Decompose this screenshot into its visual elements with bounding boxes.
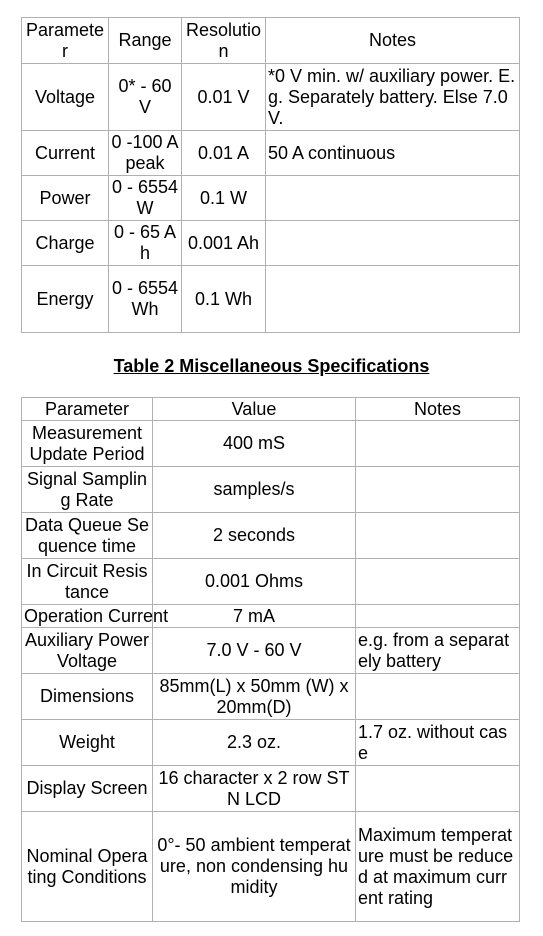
misc-specifications-table (21, 397, 520, 922)
header-notes: Notes (356, 398, 520, 421)
cell-notes (266, 221, 520, 266)
cell-notes (356, 605, 520, 628)
table-row (22, 176, 520, 221)
cell-resolution: 0.1 Wh (182, 266, 266, 333)
cell-resolution: 0.001 Ah (182, 221, 266, 266)
table-row (22, 221, 520, 266)
cell-value: 85mm(L) x 50mm (W) x 20mm(D) (153, 674, 356, 720)
cell-parameter: Display Screen (22, 766, 153, 812)
cell-parameter: Data Queue Sequence time (22, 513, 153, 559)
cell-notes: e.g. from a separately battery (356, 628, 520, 674)
table-row (22, 513, 520, 559)
cell-range: 0 - 6554 Wh (109, 266, 182, 333)
cell-parameter: Measurement Update Period (22, 421, 153, 467)
cell-value: 2 seconds (153, 513, 356, 559)
table-row (22, 766, 520, 812)
table-row (22, 605, 520, 628)
cell-parameter: Operation Current (22, 605, 153, 628)
cell-resolution: 0.01 V (182, 64, 266, 131)
cell-value: samples/s (153, 467, 356, 513)
specifications-table (21, 17, 520, 333)
cell-range: 0 - 6554 W (109, 176, 182, 221)
table-row (22, 64, 520, 131)
cell-parameter: Voltage (22, 64, 109, 131)
header-parameter: Parameter (22, 398, 153, 421)
header-parameter: Paramete r (22, 18, 109, 64)
cell-value: 400 mS (153, 421, 356, 467)
cell-parameter: Energy (22, 266, 109, 333)
cell-notes (356, 421, 520, 467)
cell-parameter: Signal Sampling Rate (22, 467, 153, 513)
cell-notes: *0 V min. w/ auxiliary power. E.g. Separately battery. Else 7.0V. (266, 64, 520, 131)
table-row (22, 812, 520, 922)
cell-notes (356, 467, 520, 513)
cell-range: 0 -100 A peak (109, 131, 182, 176)
cell-resolution: 0.1 W (182, 176, 266, 221)
header-resolution: Resolutio n (182, 18, 266, 64)
cell-notes (356, 513, 520, 559)
table-row (22, 467, 520, 513)
cell-value: 0.001 Ohms (153, 559, 356, 605)
table-caption: Table 2 Miscellaneous Specifications (113, 356, 430, 376)
cell-parameter: Dimensions (22, 674, 153, 720)
cell-parameter: Charge (22, 221, 109, 266)
cell-notes: Maximum temperature must be reduced at maximum current rating (356, 812, 520, 922)
cell-notes: 1.7 oz. without case (356, 720, 520, 766)
table-row (22, 131, 520, 176)
cell-parameter: Current (22, 131, 109, 176)
cell-notes (356, 674, 520, 720)
table-row (22, 421, 520, 467)
table-row (22, 674, 520, 720)
cell-notes (356, 559, 520, 605)
cell-value: 7 mA (153, 605, 356, 628)
cell-value: 16 character x 2 row STN LCD (153, 766, 356, 812)
table-row (22, 266, 520, 333)
cell-value: 7.0 V - 60 V (153, 628, 356, 674)
table-row (22, 628, 520, 674)
cell-notes: 50 A continuous (266, 131, 520, 176)
cell-resolution: 0.01 A (182, 131, 266, 176)
table-header-row (22, 398, 520, 421)
cell-notes (266, 176, 520, 221)
cell-parameter: Weight (22, 720, 153, 766)
cell-range: 0* - 60 V (109, 64, 182, 131)
cell-range: 0 - 65 Ah (109, 221, 182, 266)
header-notes: Notes (266, 18, 520, 64)
cell-parameter: In Circuit Resistance (22, 559, 153, 605)
cell-parameter: Power (22, 176, 109, 221)
cell-parameter: Auxiliary Power Voltage (22, 628, 153, 674)
cell-parameter: Nominal Operating Conditions (22, 812, 153, 922)
table-row (22, 720, 520, 766)
cell-notes (266, 266, 520, 333)
cell-value: 0°- 50 ambient temperature, non condensing humidity (153, 812, 356, 922)
cell-value: 2.3 oz. (153, 720, 356, 766)
header-value: Value (153, 398, 356, 421)
table-row (22, 559, 520, 605)
table-header-row (22, 18, 520, 64)
header-range: Range (109, 18, 182, 64)
cell-notes (356, 766, 520, 812)
